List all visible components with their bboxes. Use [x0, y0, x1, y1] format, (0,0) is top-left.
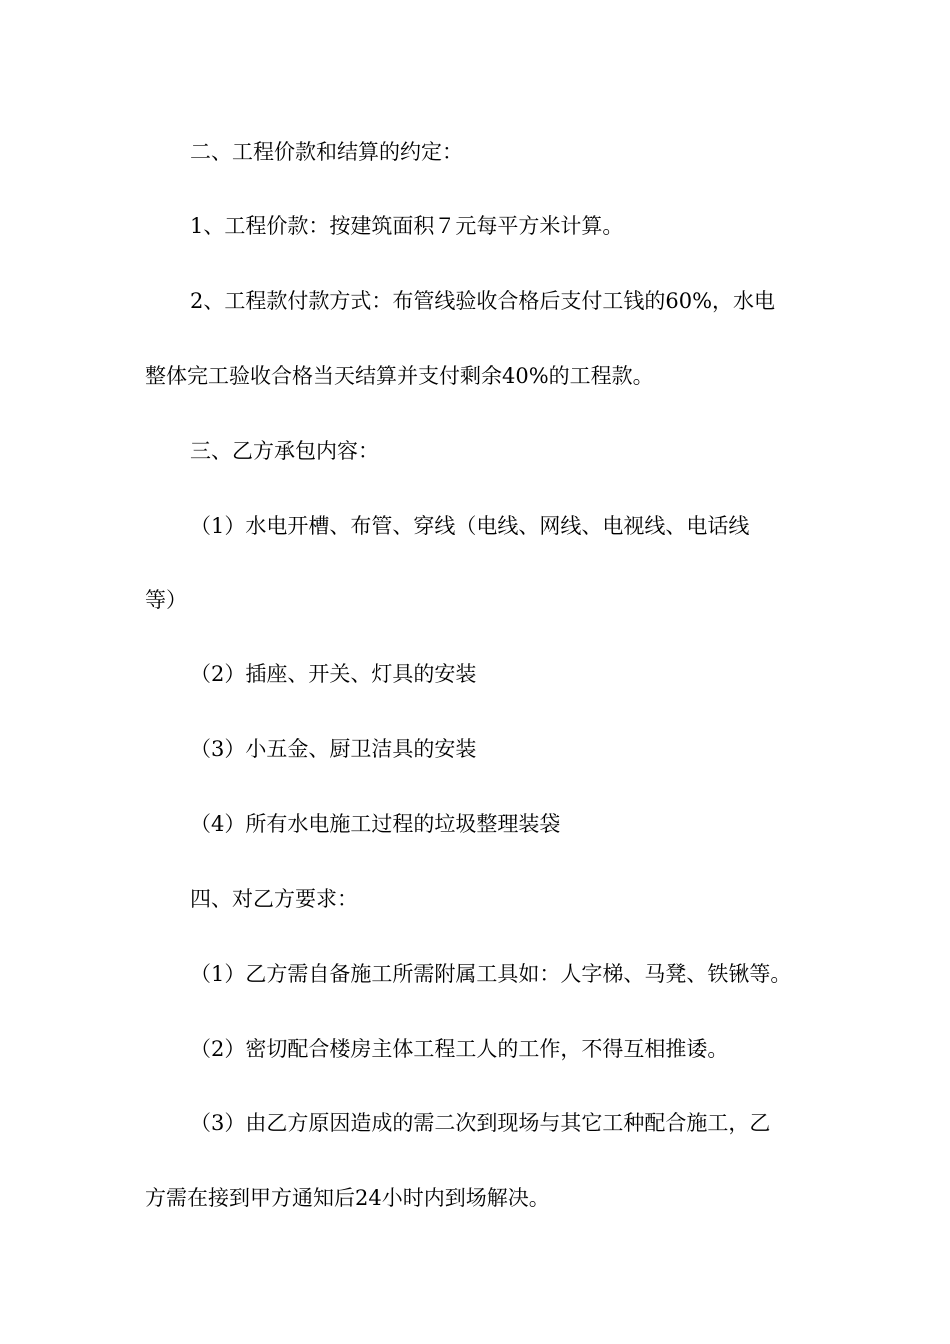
paragraph-project-price: 1、工程价款：按建筑面积７元每平方米计算。 — [190, 214, 624, 238]
section-heading-requirements: 四、对乙方要求： — [190, 887, 358, 911]
paragraph-payment-method-cont: 整体完工验收合格当天结算并支付剩余40%的工程款。 — [145, 364, 654, 388]
list-item-scope-3: （3）小五金、厨卫洁具的安装 — [190, 737, 477, 761]
paragraph-payment-method: 2、工程款付款方式：布管线验收合格后支付工钱的60%，水电 — [190, 289, 776, 313]
list-item-scope-1-cont: 等） — [145, 588, 187, 612]
list-item-scope-2: （2）插座、开关、灯具的安装 — [190, 662, 477, 686]
section-heading-contract-scope: 三、乙方承包内容： — [190, 439, 379, 463]
section-heading-price-settlement: 二、工程价款和结算的约定： — [190, 140, 463, 164]
list-item-scope-1: （1）水电开槽、布管、穿线（电线、网线、电视线、电话线 — [190, 514, 750, 538]
list-item-requirement-3: （3）由乙方原因造成的需二次到现场与其它工种配合施工，乙 — [190, 1111, 771, 1135]
list-item-requirement-1: （1）乙方需自备施工所需附属工具如：人字梯、马凳、铁锹等。 — [190, 962, 792, 986]
list-item-requirement-3-cont: 方需在接到甲方通知后24小时内到场解决。 — [145, 1186, 550, 1210]
list-item-scope-4: （4）所有水电施工过程的垃圾整理装袋 — [190, 812, 561, 836]
list-item-requirement-2: （2）密切配合楼房主体工程工人的工作，不得互相推诿。 — [190, 1037, 729, 1061]
